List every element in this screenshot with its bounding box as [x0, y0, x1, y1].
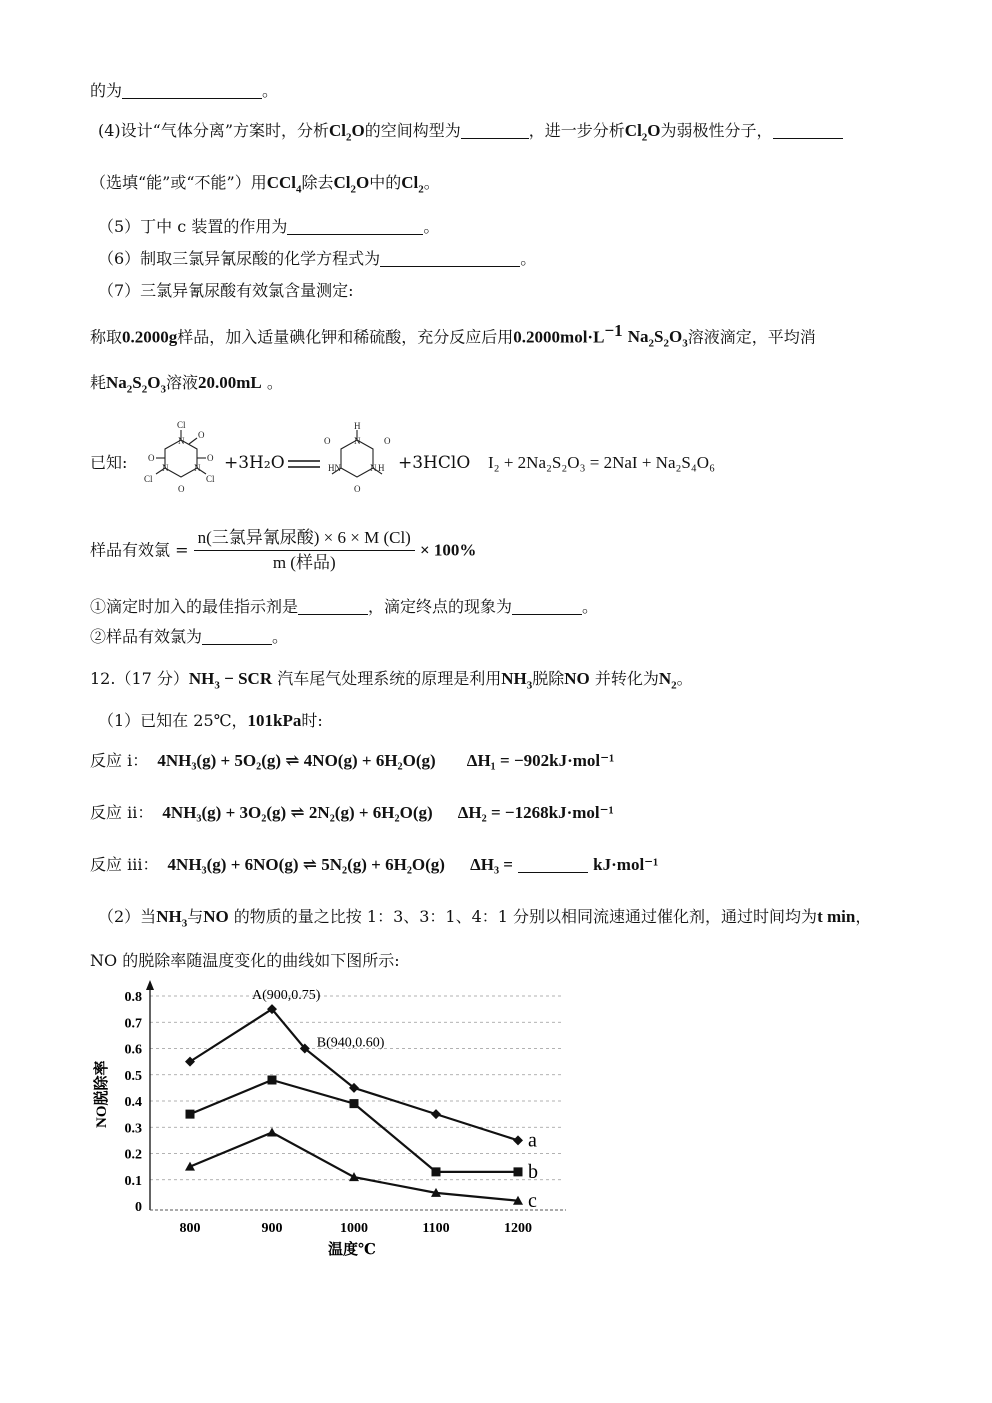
answer-blank[interactable]	[461, 122, 529, 139]
svg-text:O: O	[207, 453, 214, 463]
series-b-point	[514, 1167, 523, 1176]
subquestion-1: ①滴定时加入的最佳指示剂是 ，滴定终点的现象为 。	[90, 597, 599, 616]
formula-na2s2o3: $Na_2S_2O_3$	[627, 327, 688, 350]
question-7: （7）三氯异氰尿酸有效氯含量测定:	[98, 281, 354, 300]
question-4-line-2: （选填“能”或“不能”）用CCl$_4$除去$Cl_2O$中的$Cl_2$。	[90, 173, 440, 196]
series-c-label: c	[528, 1189, 537, 1212]
y-tick-label: 0.6	[124, 1042, 142, 1058]
answer-blank[interactable]	[773, 122, 843, 139]
y-tick-label: 0.8	[124, 990, 142, 1005]
svg-text:O: O	[324, 436, 331, 446]
point-a-label: A(900,0.75)	[252, 988, 321, 1004]
question-12-title: 12.（17 分）$NH_3$ − SCR 汽车尾气处理系统的原理是利用$NH_3$脱除NO 并转化为$N_2$。	[90, 669, 693, 692]
series-b-line	[190, 1080, 518, 1172]
series-b-point	[186, 1110, 195, 1119]
y-tick-label: 0.5	[124, 1068, 142, 1084]
answer-blank[interactable]	[512, 598, 582, 615]
question-12-part-2-line-2: NO 的脱除率随温度变化的曲线如下图所示:	[90, 951, 400, 970]
svg-text:O: O	[148, 453, 155, 463]
x-tick-label: 1000	[340, 1221, 368, 1236]
svg-text:HN: HN	[328, 463, 341, 473]
answer-blank[interactable]	[518, 856, 588, 873]
series-b-point	[268, 1076, 277, 1085]
no-removal-rate-chart	[88, 978, 588, 1268]
question-5: （5）丁中 c 装置的作用为 。	[98, 217, 440, 236]
answer-blank[interactable]	[202, 628, 272, 645]
answer-blank[interactable]	[380, 250, 520, 267]
formula-cl2: $Cl_2$	[401, 173, 424, 196]
series-b-point	[432, 1167, 441, 1176]
reaction-3: 反应 iii： 4NH₃(g) + 6NO(g) ⇌ 5N₂(g) + 6H₂O(g) ΔH₃ = kJ·mol⁻¹	[90, 855, 659, 874]
effective-chlorine-formula: 样品有效氯 = $\frac{\text{n(三氯异氰尿酸) × 6 × M (Cl)}}{\text{m (样品)}}$ × 100%	[90, 528, 477, 572]
formula-ccl4: CCl$_4$	[266, 173, 302, 196]
formula-fraction: $\frac{\text{n(三氯异氰尿酸) × 6 × M (Cl)}}{\text{m (样品)}}$	[194, 528, 415, 573]
x-tick-label: 1100	[422, 1221, 450, 1236]
question-4-line-1: (4)设计“气体分离”方案时，分析$Cl_2O$的空间构型为 ，进一步分析$Cl_2O$为弱极性分子，	[98, 120, 843, 148]
svg-text:Cl: Cl	[206, 474, 215, 484]
reaction-2: 反应 ii： 4NH₃(g) + 3O₂(g) ⇌ 2N₂(g) + 6H₂O(g) ΔH₂ = −1268kJ·mol⁻¹	[90, 803, 614, 822]
formula-na2s2o3: $Na_2S_2O_3$	[106, 373, 166, 396]
y-axis-arrow	[146, 980, 154, 990]
svg-text:O: O	[384, 436, 391, 446]
subquestion-2: ②样品有效氯为 。	[90, 627, 289, 646]
answer-blank[interactable]	[287, 218, 423, 235]
known-label: 已知:	[90, 453, 128, 472]
svg-text:O: O	[354, 484, 361, 494]
x-tick-label: 900	[261, 1221, 283, 1236]
svg-text:H: H	[378, 463, 385, 473]
iodine-equation: I₂ + 2Na₂S₂O₃ = 2NaI + Na₂S₄O₆	[488, 453, 716, 472]
plus-3hclo: +3HClO	[398, 453, 471, 473]
svg-text:Cl: Cl	[177, 420, 186, 430]
y-tick-label: 0.7	[124, 1016, 142, 1032]
svg-text:N: N	[162, 463, 169, 473]
x-axis-label: 温度℃	[328, 1242, 376, 1258]
y-tick-label: 0.2	[124, 1147, 142, 1163]
formula-cl2o: $Cl_2O$	[624, 121, 661, 144]
answer-blank[interactable]	[122, 82, 262, 99]
svg-text:H: H	[354, 421, 361, 431]
plus-3h2o: +3H₂O	[224, 453, 285, 473]
series-c-point	[349, 1172, 359, 1181]
series-c-line	[190, 1133, 518, 1201]
question-12-part-1: （1）已知在 25℃，101kPa时:	[98, 711, 323, 730]
series-a-point	[431, 1109, 441, 1119]
x-tick-label: 800	[179, 1221, 201, 1236]
x-tick-label: 1200	[504, 1221, 532, 1236]
point-b-label: B(940,0.60)	[316, 1035, 385, 1051]
question-12-part-2: （2）当$NH_3$与NO 的物质的量之比按 1：3、3：1、4：1 分别以相同流速通过催化剂，通过时间均为t min，	[98, 907, 872, 930]
svg-text:Cl: Cl	[144, 474, 153, 484]
y-tick-label: 0	[135, 1200, 142, 1215]
svg-text:N: N	[354, 436, 361, 446]
formula-cl2o: $Cl_2O$	[333, 173, 370, 196]
y-tick-label: 0.3	[124, 1121, 142, 1137]
svg-text:O: O	[178, 484, 185, 494]
svg-text:N: N	[194, 463, 201, 473]
series-a-label: a	[528, 1129, 537, 1152]
svg-text:N: N	[178, 436, 185, 446]
y-tick-label: 0.4	[124, 1095, 142, 1110]
reaction-1: 反应 i： 4NH₃(g) + 5O₂(g) ⇌ 4NO(g) + 6H₂O(g) ΔH₁ = −902kJ·mol⁻¹	[90, 751, 615, 770]
cyanuric-acid-structure	[318, 420, 396, 500]
trichloroisocyanuric-acid-structure	[140, 418, 222, 498]
question-7-line-3: 耗$Na_2S_2O_3$溶液20.00mL 。	[90, 373, 283, 396]
series-a-point	[513, 1135, 523, 1145]
text-line-1: 的为 。	[90, 81, 279, 100]
formula-cl2o: $Cl_2O$	[329, 121, 365, 144]
question-6: （6）制取三氯异氰尿酸的化学方程式为 。	[98, 249, 537, 268]
y-tick-label: 0.1	[124, 1173, 142, 1189]
svg-text:N: N	[370, 463, 377, 473]
series-b-label: b	[528, 1160, 538, 1183]
series-b-point	[350, 1099, 359, 1108]
equals-sign	[288, 457, 320, 471]
series-c-point	[267, 1128, 277, 1137]
answer-blank[interactable]	[298, 598, 368, 615]
question-7-line-2: 称取0.2000g样品，加入适量碘化钾和稀硫酸，充分反应后用$0.2000mol\cdot L^{-1}$ $Na_2S_2O_3$溶液滴定，平均消	[90, 321, 816, 350]
y-axis-label: NO脱除率	[94, 1060, 110, 1128]
svg-text:O: O	[198, 430, 205, 440]
